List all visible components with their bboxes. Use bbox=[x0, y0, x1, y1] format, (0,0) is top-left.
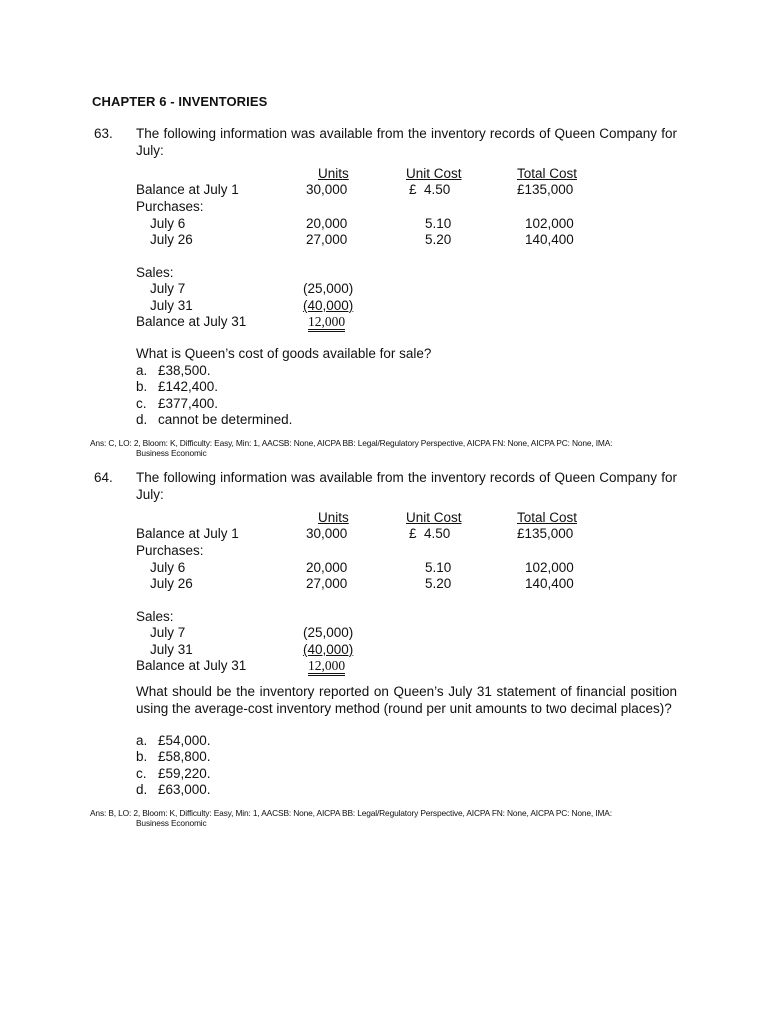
unit-cost-cell: 5.10 bbox=[425, 560, 452, 575]
row-label: July 6 bbox=[150, 216, 186, 231]
row-label: July 7 bbox=[150, 281, 186, 296]
total-cost-cell: £135,000 bbox=[517, 526, 574, 541]
question-stem: The following information was available from the inventory records of Queen Company for July: bbox=[136, 470, 677, 502]
table-row bbox=[136, 199, 696, 215]
option-text: £142,400. bbox=[158, 379, 219, 395]
row-label: Balance at July 1 bbox=[136, 182, 239, 197]
units-cell: 30,000 bbox=[306, 182, 348, 197]
units-cell: (25,000) bbox=[303, 281, 354, 296]
units-header: Units bbox=[318, 166, 349, 181]
total-cost-header: Total Cost bbox=[517, 510, 578, 525]
units-cell: 20,000 bbox=[306, 216, 348, 231]
table-row bbox=[136, 265, 696, 281]
answer-key-line: Ans: C, LO: 2, Bloom: K, Difficulty: Easy, Min: 1, AACSB: None, AICPA BB: Legal/Regulatory Perspective, AICPA FN: None, AICPA PC: None, IMA: bbox=[90, 438, 613, 448]
unit-cost-cell: £ 4.50 bbox=[409, 182, 451, 197]
option-text: £38,500. bbox=[158, 363, 211, 378]
chapter-title: CHAPTER 6 - INVENTORIES bbox=[92, 94, 268, 109]
unit-cost-cell: £ 4.50 bbox=[409, 526, 451, 541]
ending-balance-units: 12,000 bbox=[308, 659, 345, 676]
option-letter: a. bbox=[136, 363, 148, 378]
total-cost-header: Total Cost bbox=[517, 166, 578, 181]
table-row bbox=[136, 609, 696, 625]
units-cell: 30,000 bbox=[306, 526, 348, 541]
row-label: July 7 bbox=[150, 625, 186, 640]
answer-options bbox=[136, 733, 211, 798]
option-a bbox=[136, 733, 211, 749]
row-label: July 31 bbox=[150, 298, 193, 313]
row-label: Sales: bbox=[136, 265, 174, 280]
unit-cost-cell: 5.20 bbox=[425, 576, 452, 591]
table-row bbox=[136, 543, 696, 559]
table-row bbox=[136, 642, 696, 658]
option-letter: a. bbox=[136, 733, 148, 748]
units-cell: (25,000) bbox=[303, 625, 354, 640]
units-cell: (40,000) bbox=[303, 642, 354, 657]
row-label: July 31 bbox=[150, 642, 193, 657]
table-row bbox=[136, 526, 696, 542]
option-letter: d. bbox=[136, 781, 148, 797]
answer-key-line: Ans: B, LO: 2, Bloom: K, Difficulty: Easy, Min: 1, AACSB: None, AICPA BB: Legal/Regulatory Perspective, AICPA FN: None, AICPA PC: None, IMA: bbox=[90, 808, 612, 818]
table-row bbox=[136, 232, 696, 248]
question-prompt: What is Queen’s cost of goods available for sale? bbox=[136, 346, 432, 361]
table-row bbox=[136, 298, 696, 314]
answer-key-line: Business Economic bbox=[136, 447, 207, 458]
row-label: July 26 bbox=[150, 232, 193, 247]
table-row bbox=[136, 625, 696, 641]
answer-key bbox=[90, 809, 680, 828]
option-d bbox=[136, 412, 292, 428]
option-text: £54,000. bbox=[158, 733, 211, 748]
option-letter: b. bbox=[136, 379, 148, 395]
total-cost-cell: £135,000 bbox=[517, 182, 574, 197]
option-letter: c. bbox=[136, 395, 147, 411]
units-cell: 27,000 bbox=[306, 232, 348, 247]
option-text: cannot be determined. bbox=[158, 411, 293, 427]
units-cell: 27,000 bbox=[306, 576, 348, 591]
table-row bbox=[136, 560, 696, 576]
row-label: Balance at July 31 bbox=[136, 314, 247, 329]
option-a bbox=[136, 363, 292, 379]
option-text: £58,800. bbox=[158, 749, 211, 765]
table-row bbox=[136, 182, 696, 198]
answer-key bbox=[90, 439, 680, 458]
table-row bbox=[136, 576, 696, 592]
option-d bbox=[136, 782, 211, 798]
option-b bbox=[136, 749, 211, 765]
row-label: July 6 bbox=[150, 560, 186, 575]
total-cost-cell: 140,400 bbox=[525, 576, 574, 591]
units-cell: 20,000 bbox=[306, 560, 348, 575]
option-c bbox=[136, 766, 211, 782]
total-cost-cell: 102,000 bbox=[525, 216, 574, 231]
option-text: £59,220. bbox=[158, 765, 211, 781]
option-c bbox=[136, 396, 292, 412]
unit-cost-header: Unit Cost bbox=[406, 510, 462, 525]
total-cost-cell: 140,400 bbox=[525, 232, 574, 247]
question-number: 64. bbox=[94, 470, 113, 485]
row-label: Purchases: bbox=[136, 199, 204, 214]
question-number: 63. bbox=[94, 126, 113, 141]
table-row bbox=[136, 216, 696, 232]
answer-options bbox=[136, 363, 292, 428]
option-letter: d. bbox=[136, 411, 148, 427]
option-letter: b. bbox=[136, 749, 148, 765]
row-label: Balance at July 1 bbox=[136, 526, 239, 541]
option-text: £377,400. bbox=[158, 395, 219, 411]
unit-cost-cell: 5.20 bbox=[425, 232, 452, 247]
ending-balance-units: 12,000 bbox=[308, 315, 345, 332]
table-header-row bbox=[136, 510, 696, 526]
option-letter: c. bbox=[136, 765, 147, 781]
question-prompt: What should be the inventory reported on Queen’s July 31 statement of financial position using the average-cost inventory method (round per unit amounts to two decimal places)? bbox=[136, 684, 677, 716]
table-header-row bbox=[136, 166, 696, 182]
option-text: £63,000. bbox=[158, 781, 211, 797]
option-b bbox=[136, 379, 292, 395]
unit-cost-header: Unit Cost bbox=[406, 166, 462, 181]
row-label: Balance at July 31 bbox=[136, 658, 247, 673]
table-row bbox=[136, 658, 696, 674]
row-label: Sales: bbox=[136, 609, 174, 624]
units-header: Units bbox=[318, 510, 349, 525]
table-row bbox=[136, 281, 696, 297]
units-cell: (40,000) bbox=[303, 298, 354, 313]
total-cost-cell: 102,000 bbox=[525, 560, 574, 575]
row-label: July 26 bbox=[150, 576, 193, 591]
row-label: Purchases: bbox=[136, 543, 204, 558]
answer-key-line: Business Economic bbox=[136, 817, 207, 828]
question-stem: The following information was available from the inventory records of Queen Company for July: bbox=[136, 126, 677, 158]
unit-cost-cell: 5.10 bbox=[425, 216, 452, 231]
table-row bbox=[136, 314, 696, 330]
